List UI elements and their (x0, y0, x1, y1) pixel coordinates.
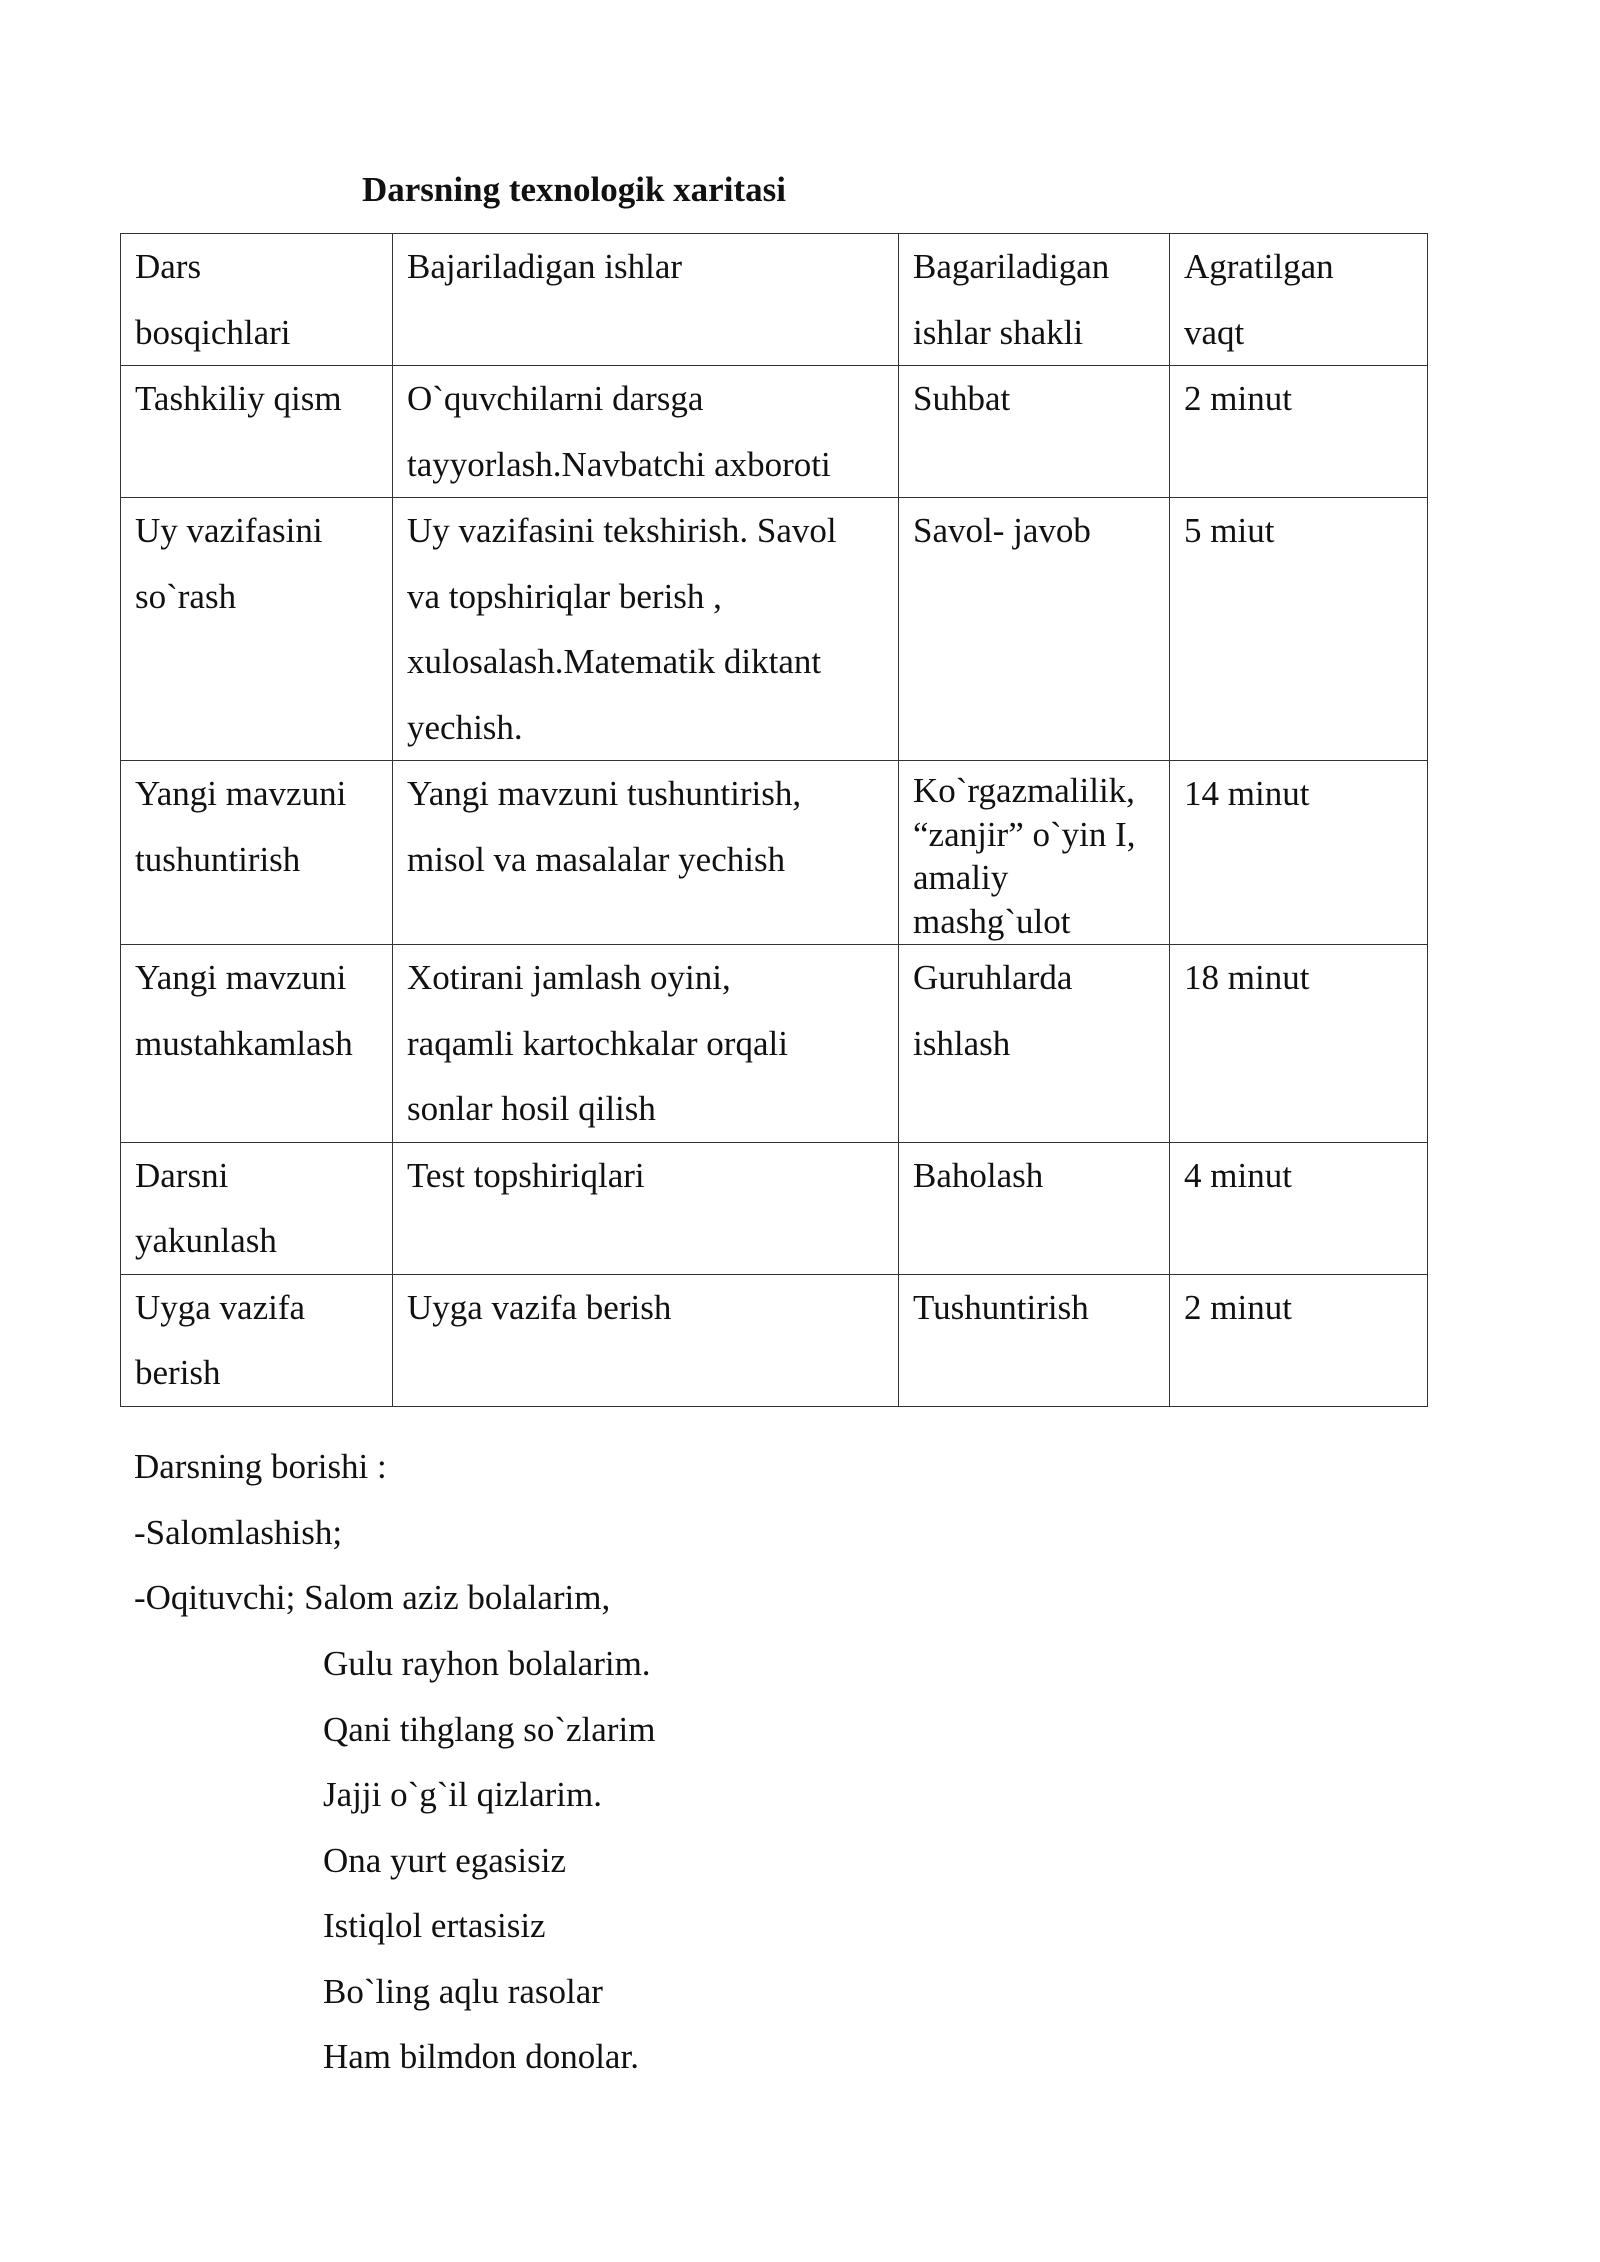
work-cell (393, 761, 899, 945)
cell-line: mashg`ulot (913, 901, 1071, 941)
form-cell (899, 366, 1170, 498)
cell-line: Tashkiliy qism (135, 379, 342, 418)
cell-line: xulosalash.Matematik diktant (407, 642, 822, 681)
cell-line: yechish. (407, 707, 523, 747)
document-title: Darsning texnologik xaritasi (362, 170, 786, 209)
header-cell-stage (121, 234, 393, 366)
cell-line: “zanjir” o`yin I, (913, 814, 1136, 854)
form-cell (899, 945, 1170, 1143)
cell-line: 5 miut (1184, 511, 1275, 550)
stage-cell (121, 945, 393, 1143)
cell-line: Guruhlarda (913, 958, 1073, 997)
cell-line: 14 minut (1184, 774, 1310, 813)
stage-cell (121, 366, 393, 498)
cell-line: ishlash (913, 1023, 1011, 1063)
greeting-poem (323, 1631, 655, 2090)
form-cell (899, 761, 1170, 945)
cell-line: Test topshiriqlari (407, 1155, 645, 1195)
cell-line: Baholash (913, 1155, 1044, 1195)
cell-line: Yangi mavzuni (135, 774, 347, 813)
work-cell (393, 1274, 899, 1406)
section-heading: Darsning borishi : (134, 1447, 387, 1486)
cell-line: Suhbat (913, 379, 1011, 418)
form-cell (899, 1274, 1170, 1406)
poem-line: Ham bilmdon donolar. (323, 2037, 639, 2076)
cell-line: tayyorlash.Navbatchi axboroti (407, 444, 831, 484)
cell-line: Uy vazifasini (135, 511, 323, 550)
paragraph-line: -Salomlashish; (134, 1512, 343, 1552)
cell-line: va topshiriqlar berish , (407, 576, 722, 616)
cell-line: yakunlash (135, 1221, 277, 1260)
header-cell-time (1170, 234, 1428, 366)
header-line: Dars (135, 247, 202, 286)
cell-line: Savol- javob (913, 511, 1091, 550)
cell-line: Uyga vazifa (135, 1287, 306, 1327)
cell-line: Ko`rgazmalilik, (913, 771, 1135, 810)
table-row (121, 761, 1428, 945)
poem-line: Istiqlol ertasisiz (323, 1906, 546, 1945)
cell-line: Yangi mavzuni tushuntirish, (407, 774, 802, 813)
table-row (121, 1142, 1428, 1274)
stage-cell (121, 498, 393, 761)
cell-line: tushuntirish (135, 839, 301, 879)
header-line: Bagariladigan (913, 247, 1110, 286)
table-row (121, 945, 1428, 1143)
stage-cell (121, 1274, 393, 1406)
cell-line: Tushuntirish (913, 1287, 1089, 1327)
time-cell (1170, 761, 1428, 945)
table-header-row (121, 234, 1428, 366)
cell-line: sonlar hosil qilish (407, 1089, 656, 1128)
cell-line: 18 minut (1184, 958, 1310, 997)
cell-line: amaliy (913, 858, 1009, 897)
cell-line: Uy vazifasini tekshirish. Savol (407, 511, 837, 550)
stage-cell (121, 1142, 393, 1274)
cell-line: O`quvchilarni darsga (407, 379, 704, 418)
cell-line: so`rash (135, 576, 237, 616)
table-row (121, 498, 1428, 761)
cell-line: misol va masalalar yechish (407, 839, 786, 879)
time-cell (1170, 1274, 1428, 1406)
form-cell (899, 1142, 1170, 1274)
header-cell-form (899, 234, 1170, 366)
header-cell-work (393, 234, 899, 366)
header-line: ishlar shakli (913, 312, 1084, 352)
lesson-flow-text (134, 1434, 610, 1631)
form-cell (899, 498, 1170, 761)
cell-line: Uyga vazifa berish (407, 1287, 672, 1327)
table-row (121, 1274, 1428, 1406)
poem-line: Jajji o`g`il qizlarim. (323, 1775, 602, 1814)
cell-line: raqamli kartochkalar orqali (407, 1023, 788, 1063)
cell-line: 4 minut (1184, 1155, 1292, 1195)
cell-line: 2 minut (1184, 1287, 1292, 1327)
cell-line: mustahkamlash (135, 1023, 353, 1063)
time-cell (1170, 945, 1428, 1143)
header-line: Bajariladigan ishlar (407, 247, 683, 286)
work-cell (393, 498, 899, 761)
stage-cell (121, 761, 393, 945)
work-cell (393, 366, 899, 498)
time-cell (1170, 498, 1428, 761)
time-cell (1170, 1142, 1428, 1274)
poem-line: Ona yurt egasisiz (323, 1840, 566, 1880)
header-line: bosqichlari (135, 312, 291, 352)
work-cell (393, 1142, 899, 1274)
header-line: vaqt (1184, 312, 1245, 352)
lesson-map-table (120, 233, 1428, 1407)
table-row (121, 366, 1428, 498)
cell-line: berish (135, 1353, 221, 1392)
time-cell (1170, 366, 1428, 498)
poem-line: Bo`ling aqlu rasolar (323, 1971, 603, 2011)
paragraph-line: -Oqituvchi; Salom aziz bolalarim, (134, 1578, 611, 1617)
poem-line: Qani tihglang so`zlarim (323, 1709, 656, 1749)
header-line: Agratilgan (1184, 247, 1334, 286)
cell-line: Darsni (135, 1155, 229, 1195)
cell-line: 2 minut (1184, 379, 1292, 418)
work-cell (393, 945, 899, 1143)
poem-line: Gulu rayhon bolalarim. (323, 1644, 651, 1683)
cell-line: Yangi mavzuni (135, 958, 347, 997)
cell-line: Xotirani jamlash oyini, (407, 958, 731, 997)
